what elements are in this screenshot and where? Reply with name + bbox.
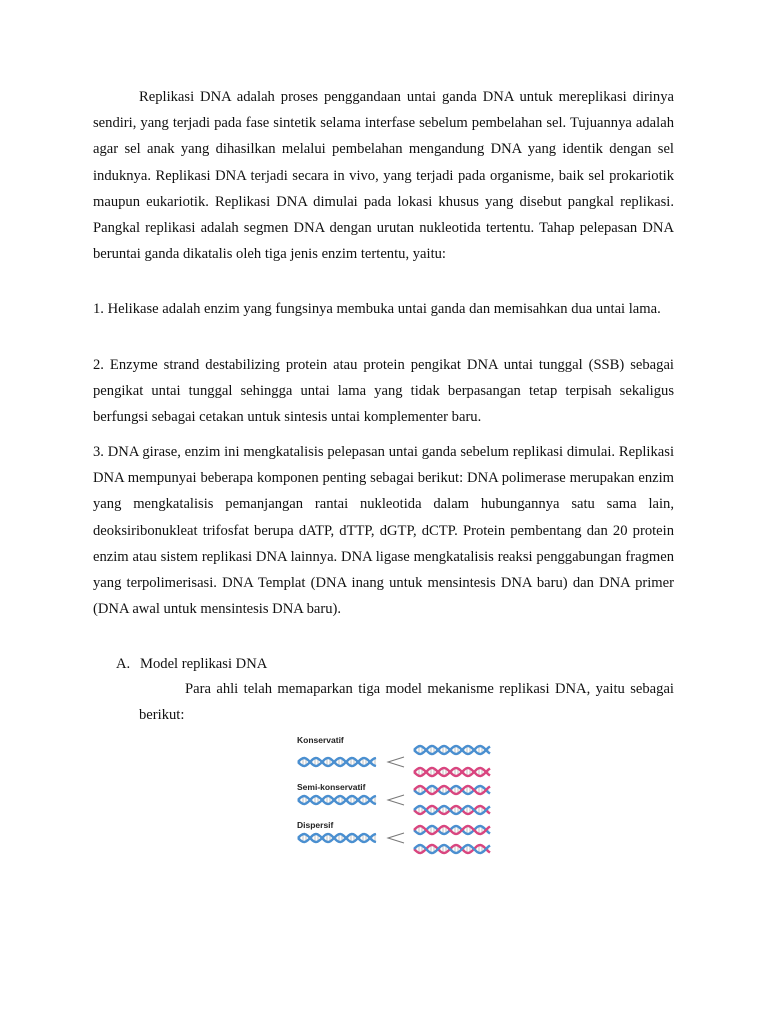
parent-helix-konservatif	[298, 758, 376, 766]
parent-helix-dispersif	[298, 834, 376, 842]
intro-paragraph: Replikasi DNA adalah proses penggandaan untai ganda DNA untuk mereplikasi dirinya sendiri, yang terjadi pada fase sintetik selama interfase sebelum pembelahan sel. Tujuannya adalah agar sel anak yang dihasilkan melalui pembelahan mengandung DNA yang identik dengan sel induknya. Replikasi DNA terjadi secara in vivo, yang terjadi pada organisme, baik sel prokariotik maupun eukariotik. Replikasi DNA dimulai pada lokasi khusus yang disebut pangkal replikasi. Pangkal replikasi adalah segmen DNA dengan urutan nukleotida tertentu. Tahap pelepasan DNA beruntai ganda dikatalis oleh tiga jenis enzim tertentu, yaitu:	[93, 89, 674, 263]
list-item-helikase: 1. Helikase adalah enzim yang fungsinya membuka untai ganda dan memisahkan dua untai lama.	[93, 301, 661, 317]
label-konservatif: Konservatif	[297, 735, 344, 745]
daughter-helix-semi-konservatif-2	[414, 806, 490, 814]
daughter-helix-semi-konservatif-1	[414, 786, 490, 794]
arrow-konservatif	[388, 757, 404, 767]
section-a-heading	[116, 651, 267, 677]
daughter-helix-konservatif-1	[414, 746, 490, 754]
daughter-helix-dispersif-1	[414, 826, 490, 834]
arrow-dispersif	[388, 833, 404, 843]
arrow-semi-konservatif	[388, 795, 404, 805]
list-item-ssb: 2. Enzyme strand destabilizing protein atau protein pengikat DNA untai tunggal (SSB) sebagai pengikat untai tunggal sehingga untai lama yang tidak berpasangan tetap terpisah sekaligus berfungsi sebagai cetakan untuk sintesis untai komplementer baru.	[93, 357, 674, 426]
label-semi-konservatif: Semi-konservatif	[297, 782, 366, 792]
section-a-title: Model replikasi DNA	[140, 656, 268, 672]
replication-models-figure	[280, 728, 496, 858]
parent-helix-semi-konservatif	[298, 796, 376, 804]
daughter-helix-dispersif-2	[414, 845, 490, 853]
section-a-paragraph: Para ahli telah memaparkan tiga model mekanisme replikasi DNA, yaitu sebagai berikut:	[139, 681, 674, 723]
label-dispersif: Dispersif	[297, 820, 334, 830]
list-item-girase: 3. DNA girase, enzim ini mengkatalisis pelepasan untai ganda sebelum replikasi dimulai. Replikasi DNA mempunyai beberapa komponen penting sebagai berikut: DNA polimerase merupakan enzim yang mengkatalisis pemanjangan rantai nukleotida dalam hubungannya satu sama lain, deoksiribonukleat trifosfat berupa dATP, dTTP, dGTP, dCTP. Protein pembentang dan 20 protein enzim atau sistem replikasi DNA lainnya. DNA ligase mengkatalisis reaksi penggabungan fragmen yang terpolimerisasi. DNA Templat (DNA inang untuk mensintesis DNA baru) dan DNA primer (DNA awal untuk mensintesis DNA baru).	[93, 444, 674, 618]
section-a-marker: A.	[116, 656, 131, 672]
daughter-helix-konservatif-2	[414, 768, 490, 776]
